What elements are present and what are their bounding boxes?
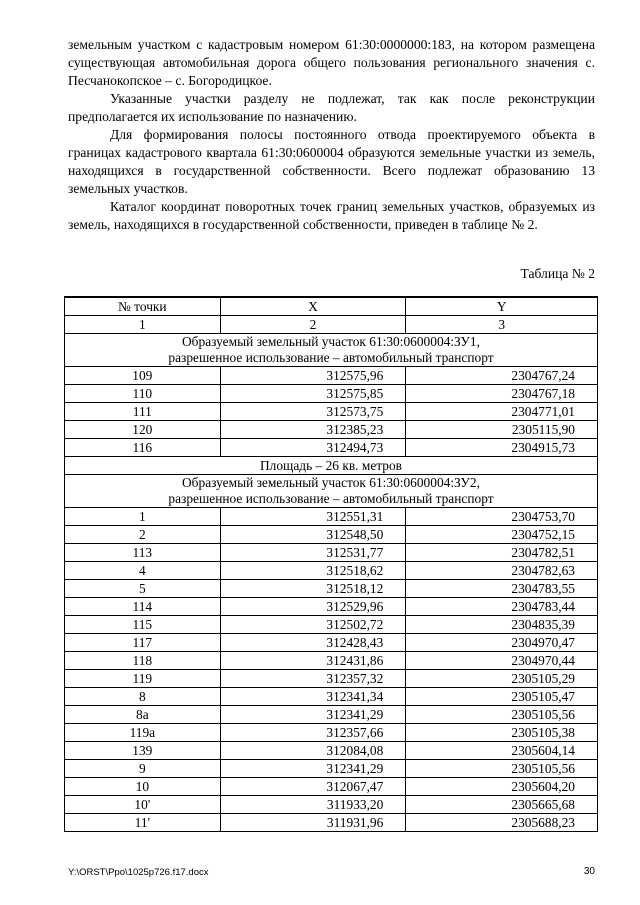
point-number-cell: 4 xyxy=(65,562,221,580)
x-coordinate-cell: 312341,29 xyxy=(220,760,406,778)
table-row xyxy=(65,778,598,796)
plot-area: Площадь – 26 кв. метров xyxy=(65,457,598,475)
x-coordinate-cell: 312428,43 xyxy=(220,634,406,652)
point-number-cell: 120 xyxy=(65,421,221,439)
point-number-cell: 8а xyxy=(65,706,221,724)
table-row xyxy=(65,652,598,670)
point-number-cell: 119а xyxy=(65,724,221,742)
x-coordinate-cell: 312531,77 xyxy=(220,544,406,562)
x-coordinate-cell: 312518,62 xyxy=(220,562,406,580)
table-caption: Таблица № 2 xyxy=(520,266,595,281)
point-number-cell: 11' xyxy=(65,814,221,832)
table-row xyxy=(65,562,598,580)
header-y: Y xyxy=(406,297,598,316)
coordinates-table xyxy=(64,296,598,832)
point-number-cell: 116 xyxy=(65,439,221,457)
x-coordinate-cell: 312494,73 xyxy=(220,439,406,457)
y-coordinate-cell: 2304782,63 xyxy=(406,562,598,580)
y-coordinate-cell: 2304752,15 xyxy=(406,526,598,544)
x-coordinate-cell: 312575,85 xyxy=(220,385,406,403)
point-number-cell: 114 xyxy=(65,598,221,616)
column-number: 3 xyxy=(406,316,598,334)
point-number-cell: 118 xyxy=(65,652,221,670)
table-row xyxy=(65,742,598,760)
x-coordinate-cell: 312357,32 xyxy=(220,670,406,688)
paragraph: земельным участком с кадастровым номером 61:30:0000000:183, на котором размещена существующая автомобильная дорога общего пользования регионального значения с. Песчанокопское – с. Богородицкое. xyxy=(68,37,595,88)
paragraph: Для формирования полосы постоянного отвода проектируемого объекта в границах кадастрового квартала 61:30:0600004 образуются земельные участки из земель, находящихся в государственной собственности. Всего подлежат образованию 13 земельных участков. xyxy=(68,127,595,196)
y-coordinate-cell: 2304835,39 xyxy=(406,616,598,634)
point-number-cell: 113 xyxy=(65,544,221,562)
y-coordinate-cell: 2305604,14 xyxy=(406,742,598,760)
paragraph: Указанные участки разделу не подлежат, так как после реконструкции предполагается их использование по назначению. xyxy=(68,91,595,124)
table-row xyxy=(65,634,598,652)
x-coordinate-cell: 311931,96 xyxy=(220,814,406,832)
x-coordinate-cell: 312548,50 xyxy=(220,526,406,544)
page-number: 30 xyxy=(583,866,595,877)
table-row xyxy=(65,598,598,616)
point-number-cell: 1 xyxy=(65,508,221,526)
x-coordinate-cell: 312357,66 xyxy=(220,724,406,742)
paragraph: Каталог координат поворотных точек границ земельных участков, образуемых из земель, находящихся в государственной собственности, приведен в таблице № 2. xyxy=(68,199,595,232)
point-number-cell: 9 xyxy=(65,760,221,778)
y-coordinate-cell: 2305665,68 xyxy=(406,796,598,814)
point-number-cell: 111 xyxy=(65,403,221,421)
y-coordinate-cell: 2304767,24 xyxy=(406,367,598,385)
table-row xyxy=(65,814,598,832)
y-coordinate-cell: 2304970,47 xyxy=(406,634,598,652)
table-row xyxy=(65,367,598,385)
table-row xyxy=(65,508,598,526)
y-coordinate-cell: 2305105,38 xyxy=(406,724,598,742)
table-row xyxy=(65,439,598,457)
point-number-cell: 139 xyxy=(65,742,221,760)
table-row xyxy=(65,688,598,706)
x-coordinate-cell: 312551,31 xyxy=(220,508,406,526)
table-row xyxy=(65,796,598,814)
table-row xyxy=(65,421,598,439)
y-coordinate-cell: 2304915,73 xyxy=(406,439,598,457)
x-coordinate-cell: 311933,20 xyxy=(220,796,406,814)
table-header-row xyxy=(65,297,598,316)
header-x: X xyxy=(220,297,406,316)
y-coordinate-cell: 2305105,29 xyxy=(406,670,598,688)
point-number-cell: 5 xyxy=(65,580,221,598)
point-number-cell: 8 xyxy=(65,688,221,706)
plot-heading xyxy=(65,334,598,367)
point-number-cell: 117 xyxy=(65,634,221,652)
x-coordinate-cell: 312341,29 xyxy=(220,706,406,724)
body-text xyxy=(68,36,595,234)
y-coordinate-cell: 2305105,56 xyxy=(406,760,598,778)
column-number: 2 xyxy=(220,316,406,334)
column-number: 1 xyxy=(65,316,221,334)
point-number-cell: 10 xyxy=(65,778,221,796)
y-coordinate-cell: 2304970,44 xyxy=(406,652,598,670)
point-number-cell: 109 xyxy=(65,367,221,385)
plot-heading-row xyxy=(65,334,598,367)
plot-heading xyxy=(65,475,598,508)
point-number-cell: 110 xyxy=(65,385,221,403)
plot-title: Образуемый земельный участок 61:30:0600004:ЗУ1, xyxy=(182,334,480,349)
table-row xyxy=(65,760,598,778)
table-row xyxy=(65,670,598,688)
y-coordinate-cell: 2304783,44 xyxy=(406,598,598,616)
table-row xyxy=(65,403,598,421)
table-row xyxy=(65,616,598,634)
y-coordinate-cell: 2305105,47 xyxy=(406,688,598,706)
y-coordinate-cell: 2304771,01 xyxy=(406,403,598,421)
x-coordinate-cell: 312573,75 xyxy=(220,403,406,421)
header-point-number: № точки xyxy=(65,297,221,316)
point-number-cell: 2 xyxy=(65,526,221,544)
y-coordinate-cell: 2304783,55 xyxy=(406,580,598,598)
y-coordinate-cell: 2305688,23 xyxy=(406,814,598,832)
x-coordinate-cell: 312341,34 xyxy=(220,688,406,706)
y-coordinate-cell: 2304782,51 xyxy=(406,544,598,562)
y-coordinate-cell: 2304753,70 xyxy=(406,508,598,526)
table-row xyxy=(65,526,598,544)
table-row xyxy=(65,385,598,403)
footer-file-path: Y:\ORST\Ppo\1025p726.f17.docx xyxy=(68,867,209,878)
y-coordinate-cell: 2305105,56 xyxy=(406,706,598,724)
y-coordinate-cell: 2304767,18 xyxy=(406,385,598,403)
plot-title: Образуемый земельный участок 61:30:0600004:ЗУ2, xyxy=(182,475,480,490)
table-row xyxy=(65,706,598,724)
point-number-cell: 115 xyxy=(65,616,221,634)
table-row xyxy=(65,544,598,562)
area-row xyxy=(65,457,598,475)
column-number-row xyxy=(65,316,598,334)
point-number-cell: 10' xyxy=(65,796,221,814)
plot-subtitle: разрешенное использование – автомобильный транспорт xyxy=(168,491,494,506)
x-coordinate-cell: 312529,96 xyxy=(220,598,406,616)
plot-heading-row xyxy=(65,475,598,508)
table-row xyxy=(65,724,598,742)
x-coordinate-cell: 312385,23 xyxy=(220,421,406,439)
x-coordinate-cell: 312084,08 xyxy=(220,742,406,760)
x-coordinate-cell: 312502,72 xyxy=(220,616,406,634)
point-number-cell: 119 xyxy=(65,670,221,688)
table-row xyxy=(65,580,598,598)
plot-subtitle: разрешенное использование – автомобильный транспорт xyxy=(168,350,494,365)
y-coordinate-cell: 2305604,20 xyxy=(406,778,598,796)
x-coordinate-cell: 312518,12 xyxy=(220,580,406,598)
x-coordinate-cell: 312431,86 xyxy=(220,652,406,670)
x-coordinate-cell: 312067,47 xyxy=(220,778,406,796)
x-coordinate-cell: 312575,96 xyxy=(220,367,406,385)
y-coordinate-cell: 2305115,90 xyxy=(406,421,598,439)
